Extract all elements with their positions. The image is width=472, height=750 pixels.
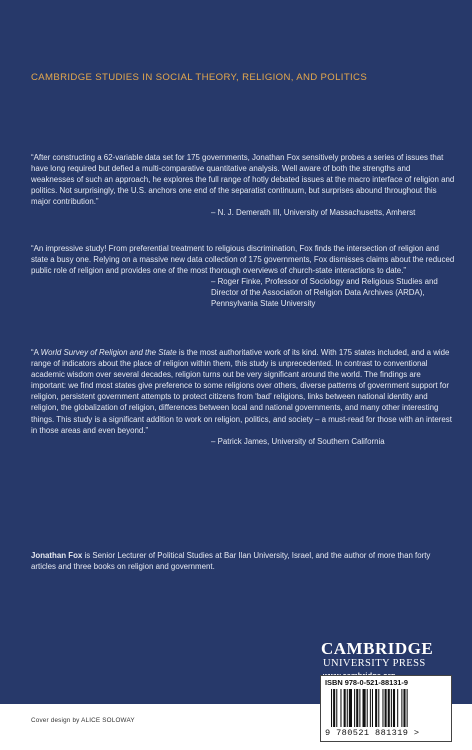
- author-bio: [31, 550, 455, 572]
- quote-text: [31, 347, 455, 436]
- publisher-subtitle: UNIVERSITY PRESS: [323, 658, 426, 669]
- quote-body: is the most authoritative work of its kind. With 175 states included, and a wide range of indicators about the place of religion within them, this study is unprecedented. In contrast to conventional academic wisdom over several decades, religion turns out be very significant around the world. The findings are important: we find most states give preference to some religions over others, diverse patterns of government support for religion, persistent government attempts to protect citizens from ‘bad’ religions, links between national identity and religion, the globalization of religion, differences between local and national governments, and many other interesting things. This study is a significant addition to work on religion, politics, and society – a must-read for those with an interest in those areas and even beyond.”: [31, 348, 452, 435]
- quote-attribution: – Patrick James, University of Southern California: [211, 436, 385, 446]
- author-name: Jonathan Fox: [31, 551, 83, 560]
- quote-attribution-line: Director of the Association of Religion Data Archives (ARDA),: [211, 288, 425, 298]
- quote-text: “An impressive study! From preferential treatment to religious discrimination, Fox finds the intersection of religion and state a busy one. Relying on a massive new data collection of 175 governments, Fox dismisses claims about the reduced public role of religion and provides one of the most thorough overviews of church-state interactions to date.”: [31, 244, 455, 276]
- isbn-barcode: [320, 675, 452, 742]
- quote-attribution-line: Pennsylvania State University: [211, 299, 316, 309]
- review-quote-3: [31, 347, 455, 447]
- barcode-digits: 9 780521 881319 >: [325, 728, 420, 738]
- book-title: World Survey of Religion and the State: [40, 348, 177, 357]
- quote-attribution: – N. J. Demerath III, University of Massachusetts, Amherst: [211, 208, 416, 218]
- author-bio-text: is Senior Lecturer of Political Studies at Bar Ilan University, Israel, and the author of more than forty articles and three books on religion and government.: [31, 551, 431, 572]
- quote-attribution-line: – Roger Finke, Professor of Sociology and Religious Studies and: [211, 277, 438, 287]
- review-quote-2: [31, 243, 455, 310]
- publisher-name: CAMBRIDGE: [321, 639, 434, 658]
- isbn-text: ISBN 978-0-521-88131-9: [325, 678, 408, 687]
- cover-design-credit: Cover design by ALICE SOLOWAY: [31, 717, 135, 724]
- series-title: CAMBRIDGE STUDIES IN SOCIAL THEORY, RELIGION, AND POLITICS: [31, 72, 368, 83]
- barcode-bars: [331, 689, 441, 729]
- quote-intro: “A: [31, 348, 41, 357]
- quote-text: “After constructing a 62-variable data set for 175 governments, Jonathan Fox sensitively probes a series of issues that have long required but defied a multi-comparative quantitative analysis. Well aware of both the strengths and weaknesses of such an approach, he explores the full range of hotly debated issues at the macro interface of religion and politics. Not surprisingly, the U.S. anchors one end of the separatist continuum, but surprises abound throughout this major contribution.”: [31, 153, 455, 207]
- review-quote-1: [31, 152, 455, 219]
